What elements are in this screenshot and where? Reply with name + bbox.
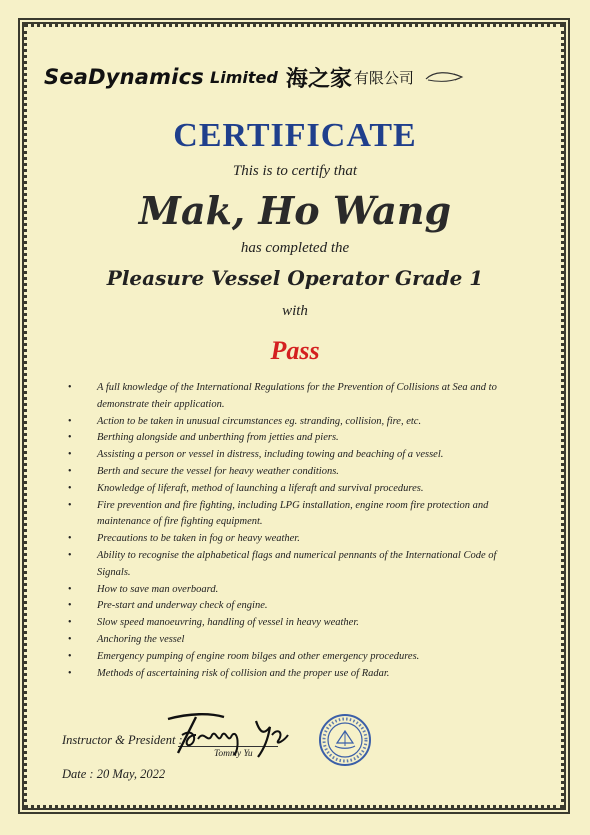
bullet-icon: •: [68, 650, 72, 662]
certify-line: This is to certify that: [232, 163, 358, 179]
list-item-text: Berthing alongside and unberthing from jetties and piers.: [97, 432, 339, 444]
bullet-icon: •: [68, 583, 72, 595]
list-item: [64, 481, 524, 498]
list-item: [64, 598, 524, 615]
certificate-title: CERTIFICATE: [173, 117, 417, 154]
result-text: Pass: [270, 336, 320, 365]
brand-suffix-zh: 有限公司: [353, 68, 414, 87]
list-item-text: Methods of ascertaining risk of collision and the proper use of Radar.: [97, 667, 390, 679]
list-item: [64, 649, 524, 666]
bullet-icon: •: [68, 415, 72, 427]
bullet-icon: •: [68, 533, 72, 545]
list-item: [64, 380, 524, 414]
list-item: [64, 632, 524, 649]
completed-line: has completed the: [240, 240, 350, 256]
company-seal-stamp: [318, 713, 372, 767]
list-item-text: Knowledge of liferaft, method of launching a liferaft and survival procedures.: [97, 482, 424, 494]
signature-label: Instructor & President :: [62, 733, 183, 747]
recipient-name: Mak, Ho Wang: [138, 188, 452, 233]
list-item-text: Emergency pumping of engine room bilges and other emergency procedures.: [97, 650, 420, 662]
bullet-icon: •: [68, 617, 72, 629]
company-logo-icon: [424, 69, 464, 85]
bullet-icon: •: [68, 482, 72, 494]
list-item: [64, 531, 524, 548]
bullet-icon: •: [68, 432, 72, 444]
bullet-icon: •: [68, 600, 72, 612]
brand-name-zh: 海之家: [285, 66, 352, 92]
list-item-text: Precautions to be taken in fog or heavy weather.: [97, 533, 300, 545]
list-item-text: Assisting a person or vessel in distress, including towing and beaching of a vessel.: [97, 449, 444, 461]
list-item-text: Fire prevention and fire fighting, including LPG installation, engine room fire protection and maintenance of fire fighting equipment.: [97, 499, 489, 528]
brand-suffix-en: Limited: [210, 67, 278, 87]
bullet-icon: •: [68, 499, 72, 511]
list-item-text: Anchoring the vessel: [97, 633, 185, 645]
bullet-icon: •: [68, 382, 72, 393]
list-item-text: Action to be taken in unusual circumstances eg. stranding, collision, fire, etc.: [97, 415, 422, 427]
with-line: with: [282, 303, 308, 319]
list-item: [64, 615, 524, 632]
list-item-text: How to save man overboard.: [97, 583, 219, 595]
course-name: Pleasure Vessel Operator Grade 1: [106, 266, 484, 290]
list-item-text: Berth and secure the vessel for heavy weather conditions.: [97, 465, 339, 477]
company-header: [44, 60, 544, 94]
list-item: [64, 430, 524, 447]
list-item: [64, 498, 524, 532]
list-item-text: Slow speed manoeuvring, handling of vessel in heavy weather.: [97, 617, 359, 629]
competency-list: [64, 380, 524, 682]
list-item: [64, 447, 524, 464]
brand-name-en: SeaDynamics: [44, 65, 205, 89]
signer-name: Tommy Yu: [214, 749, 253, 759]
list-item: [64, 464, 524, 481]
list-item: [64, 582, 524, 599]
bullet-icon: •: [68, 465, 72, 477]
bullet-icon: •: [68, 449, 72, 461]
bullet-icon: •: [68, 633, 72, 645]
list-item: [64, 666, 524, 683]
list-item-text: Pre-start and underway check of engine.: [97, 600, 268, 612]
list-item: [64, 548, 524, 582]
list-item-text: Ability to recognise the alphabetical flags and numerical pennants of the International Code of Signals.: [97, 549, 497, 578]
bullet-icon: •: [68, 667, 72, 679]
bullet-icon: •: [68, 549, 72, 561]
list-item: [64, 414, 524, 431]
list-item-text: A full knowledge of the International Regulations for the Prevention of Collisions at Sea and to demonstrate their application.: [97, 382, 497, 410]
date-line: Date : 20 May, 2022: [62, 767, 166, 781]
